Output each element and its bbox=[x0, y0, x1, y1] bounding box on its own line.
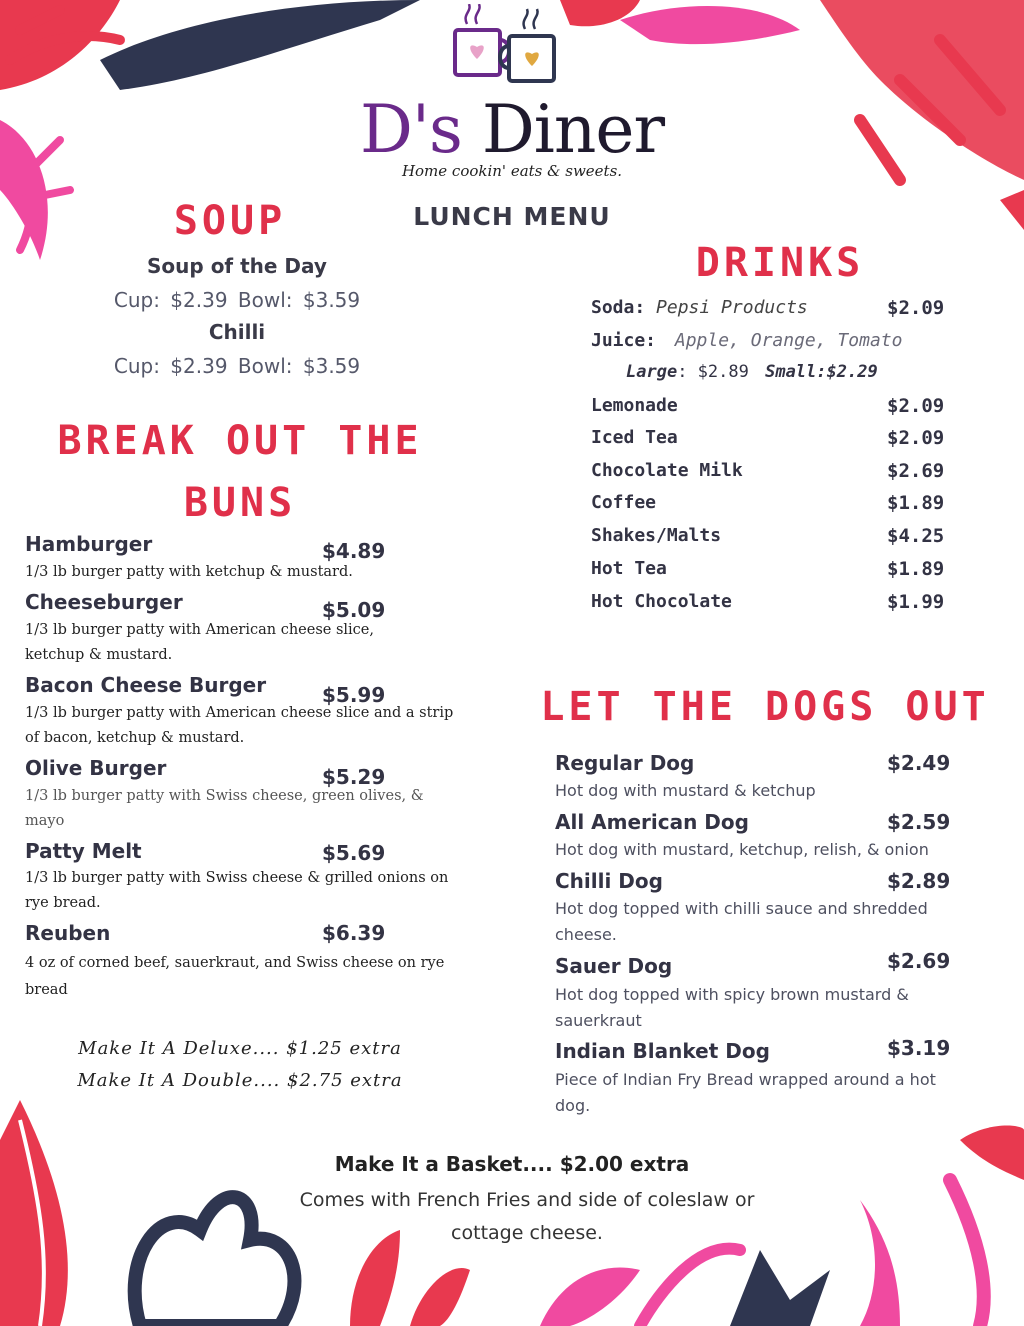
dog-price: $2.49 bbox=[887, 751, 951, 775]
juice-sizes bbox=[626, 362, 878, 382]
page-title: LUNCH MENU bbox=[413, 202, 611, 231]
buns-title-line1: BREAK OUT THE bbox=[57, 418, 423, 464]
burger-name: Olive Burger bbox=[25, 756, 167, 780]
burger-desc: 1/3 lb burger patty with Swiss cheese, green olives, & mayo bbox=[25, 788, 424, 829]
burger-name: Bacon Cheese Burger bbox=[25, 673, 267, 697]
basket-desc: Comes with French Fries and side of coleslaw or cottage cheese. bbox=[299, 1189, 755, 1244]
burger-price: $6.39 bbox=[322, 921, 386, 945]
burger-desc: 1/3 lb burger patty with American cheese slice, ketchup & mustard. bbox=[25, 622, 374, 663]
soup-item-name: Soup of the Day bbox=[147, 254, 327, 278]
large-label: Large bbox=[626, 362, 678, 382]
juice-label: Juice: bbox=[591, 330, 657, 351]
buns-title-line2: BUNS bbox=[183, 480, 297, 526]
dog-desc: Hot dog topped with chilli sauce and shredded cheese. bbox=[555, 899, 928, 944]
dog-desc: Hot dog with mustard & ketchup bbox=[555, 781, 816, 800]
burger-name: Hamburger bbox=[25, 532, 153, 556]
burger-name: Cheeseburger bbox=[25, 590, 183, 614]
drink-name: Hot Tea bbox=[591, 558, 667, 579]
drink-name: Coffee bbox=[591, 492, 657, 513]
soup-title: SOUP bbox=[173, 198, 287, 244]
tagline: Home cookin' eats & sweets. bbox=[401, 162, 623, 180]
buns-title bbox=[20, 410, 460, 534]
drink-name: Lemonade bbox=[591, 395, 678, 416]
coffee-cups-logo-icon bbox=[437, 4, 567, 94]
dog-desc: Hot dog topped with spicy brown mustard & sauerkraut bbox=[555, 985, 909, 1030]
basket-title: Make It a Basket.... $2.00 extra bbox=[334, 1152, 690, 1176]
dogs-title: LET THE DOGS OUT bbox=[540, 684, 990, 730]
large-price: : $2.89 bbox=[677, 362, 749, 382]
drink-price: $1.89 bbox=[887, 492, 945, 514]
double-extra: Make It A Double.... $2.75 extra bbox=[77, 1070, 403, 1091]
soup-item-prices: Cup: $2.39 Bowl: $3.59 bbox=[113, 354, 361, 378]
burger-desc: 4 oz of corned beef, sauerkraut, and Swiss cheese on rye bread bbox=[25, 955, 445, 998]
drink-name: Chocolate Milk bbox=[591, 460, 743, 481]
dog-name: Indian Blanket Dog bbox=[555, 1039, 770, 1063]
drink-price: $1.99 bbox=[887, 591, 945, 613]
burger-name: Reuben bbox=[25, 921, 111, 945]
drink-soda bbox=[591, 297, 808, 318]
brand-suffix: Diner bbox=[481, 91, 665, 168]
dog-name: All American Dog bbox=[555, 810, 749, 834]
burger-price: $5.99 bbox=[322, 683, 386, 707]
soda-price: $2.09 bbox=[887, 297, 945, 319]
dog-price: $2.69 bbox=[887, 949, 951, 973]
dog-name: Sauer Dog bbox=[555, 954, 673, 978]
burger-desc: 1/3 lb burger patty with American cheese slice and a strip of bacon, ketchup & mustard. bbox=[25, 705, 454, 746]
drink-name: Iced Tea bbox=[591, 427, 678, 448]
brand-prefix: D's bbox=[359, 91, 462, 168]
burger-desc: 1/3 lb burger patty with Swiss cheese & grilled onions on rye bread. bbox=[25, 870, 449, 911]
drink-price: $2.69 bbox=[887, 460, 945, 482]
drink-price: $4.25 bbox=[887, 525, 945, 547]
drinks-title: DRINKS bbox=[695, 240, 865, 286]
dog-desc: Piece of Indian Fry Bread wrapped around a hot dog. bbox=[555, 1070, 936, 1115]
burger-desc: 1/3 lb burger patty with ketchup & mustard. bbox=[25, 564, 353, 580]
dog-name: Chilli Dog bbox=[555, 869, 663, 893]
dog-price: $2.89 bbox=[887, 869, 951, 893]
drink-name: Shakes/Malts bbox=[591, 525, 722, 546]
soda-value: Pepsi Products bbox=[656, 297, 808, 318]
juice-value: Apple, Orange, Tomato bbox=[674, 330, 903, 351]
burger-name: Patty Melt bbox=[25, 839, 142, 863]
soda-label: Soda: bbox=[591, 297, 646, 318]
drink-juice bbox=[591, 330, 902, 351]
soup-item-prices: Cup: $2.39 Bowl: $3.59 bbox=[113, 288, 361, 312]
drink-name: Hot Chocolate bbox=[591, 591, 732, 612]
drink-price: $2.09 bbox=[887, 427, 945, 449]
burger-price: $5.29 bbox=[322, 765, 386, 789]
soup-item-name: Chilli bbox=[208, 320, 266, 344]
burger-price: $4.89 bbox=[322, 539, 386, 563]
dog-price: $3.19 bbox=[887, 1036, 951, 1060]
dog-price: $2.59 bbox=[887, 810, 951, 834]
deluxe-extra: Make It A Deluxe.... $1.25 extra bbox=[78, 1038, 402, 1059]
drink-price: $2.09 bbox=[887, 395, 945, 417]
burger-price: $5.69 bbox=[322, 841, 386, 865]
drink-price: $1.89 bbox=[887, 558, 945, 580]
brand-name bbox=[300, 90, 724, 170]
dog-desc: Hot dog with mustard, ketchup, relish, & onion bbox=[555, 840, 929, 859]
small-price: Small:$2.29 bbox=[765, 362, 878, 382]
burger-price: $5.09 bbox=[322, 598, 386, 622]
dog-name: Regular Dog bbox=[555, 751, 695, 775]
